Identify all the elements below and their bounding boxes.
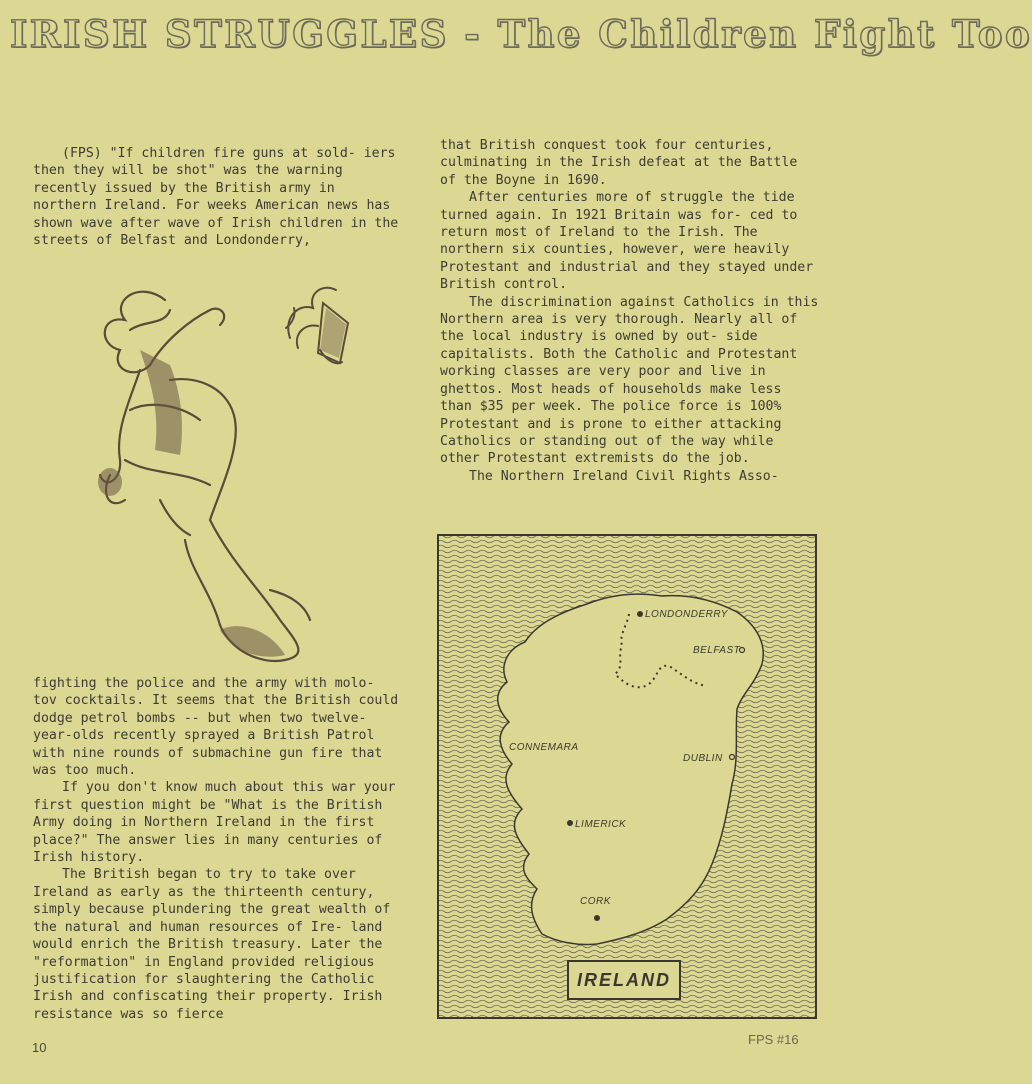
map-label-limerick: LIMERICK — [575, 819, 627, 830]
paragraph: (FPS) "If children fire guns at sold- iers then they will be shot" was the warning recently issued by the British army in northern Ireland. For weeks American news has shown wave after wave of Irish children in the streets of Belfast and Londonderry, — [33, 146, 399, 249]
map-label-cork: CORK — [580, 896, 611, 907]
map-label-connemara: CONNEMARA — [509, 742, 579, 753]
limerick-marker — [567, 820, 573, 826]
article-column-left-top — [33, 145, 403, 249]
paragraph: The British began to try to take over Ireland as early as the thirteenth century, simply because plundering the great wealth of the natural and human resources of Ire- land would enrich the British treasury. Later the "reformation" in England provided religious justification for slaughtering the Catholic Irish and confiscating their property. Irish resistance was so fierce — [33, 867, 391, 1022]
londonderry-marker — [637, 611, 643, 617]
ireland-map — [437, 534, 817, 1019]
paragraph: fighting the police and the army with molo- tov cocktails. It seems that the British could dodge petrol bombs -- but when two twelve-year-olds recently sprayed a British Patrol with nine rounds of submachine gun fire that was too much. — [33, 676, 399, 779]
paragraph: The discrimination against Catholics in this Northern area is very thorough. Nearly all of the local industry is owned by out- side capitalists. Both the Catholic and Protestant working classes are very poor and live in ghettos. Most heads of households make less than $35 per week. The police force is 100% Protestant and is prone to either attacking Catholics or standing out of the way while other Protestant extremists do the job. — [440, 294, 819, 467]
map-label-belfast: BELFAST — [693, 645, 741, 656]
article-column-right — [440, 137, 820, 485]
paragraph: that British conquest took four centuries, culminating in the Irish defeat at the Battle of the Boyne in 1690. — [440, 138, 798, 188]
cork-marker — [594, 915, 600, 921]
molotov-bottle-illustration — [278, 268, 364, 378]
article-column-left-bottom — [33, 675, 405, 1023]
map-label-dublin: DUBLIN — [683, 753, 723, 764]
map-label-londonderry: LONDONDERRY — [645, 609, 728, 620]
paragraph: After centuries more of struggle the tide turned again. In 1921 Britain was for- ced to return most of Ireland to the Irish. The northern six counties, however, were heavily Protestant and industrial and they stayed under British control. — [440, 190, 814, 293]
issue-number: FPS #16 — [748, 1032, 799, 1047]
headline: IRISH STRUGGLES - The Children Fight Too — [10, 12, 1032, 56]
paragraph: If you don't know much about this war your first question might be "What is the British Army doing in Northern Ireland in the first place?" The answer lies in many centuries of Irish history. — [33, 780, 396, 866]
page-number: 10 — [32, 1040, 47, 1055]
map-title: IRELAND — [567, 960, 681, 1000]
paragraph: The Northern Ireland Civil Rights Asso- — [469, 468, 779, 484]
